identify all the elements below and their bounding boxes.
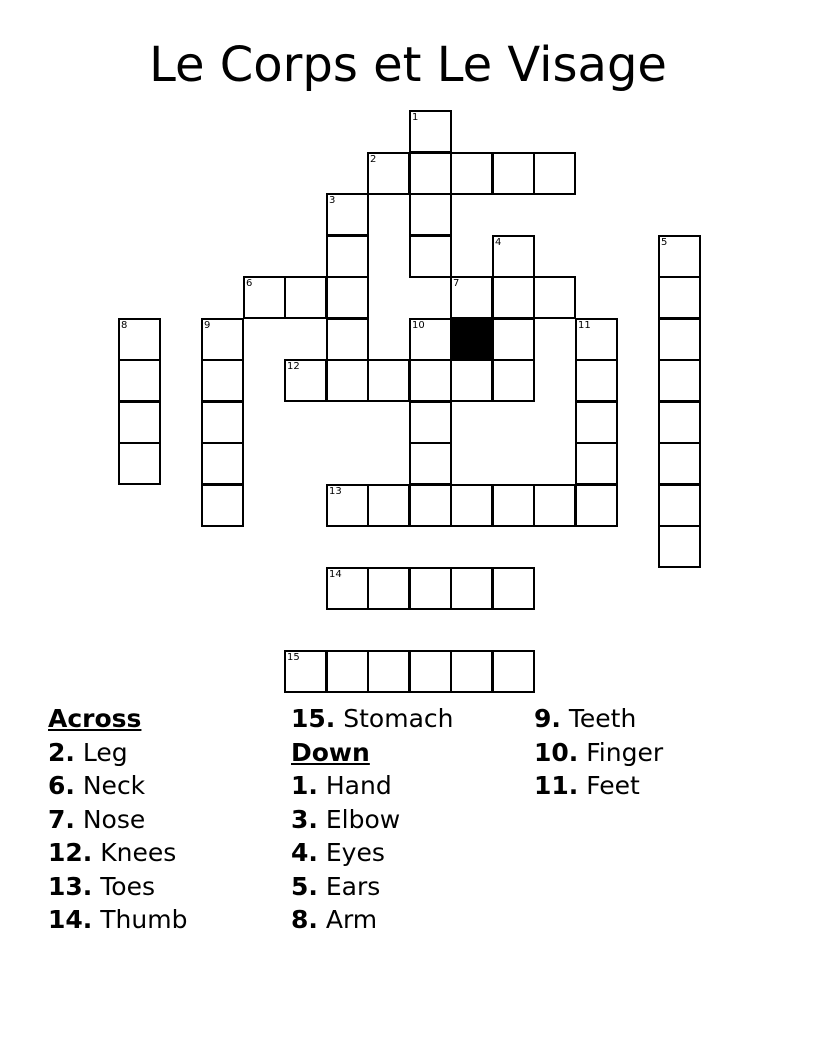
clue-text: Knees	[100, 838, 177, 867]
grid-cell[interactable]	[284, 359, 327, 402]
grid-cell[interactable]	[492, 484, 535, 527]
clue-number-label: 8.	[291, 905, 318, 934]
clue-text: Teeth	[568, 704, 637, 733]
clue-number: 1	[412, 112, 419, 123]
clue-number-label: 9.	[534, 704, 561, 733]
grid-cell[interactable]	[533, 276, 576, 319]
grid-cell[interactable]	[658, 276, 701, 319]
clue-number-label: 5.	[291, 871, 318, 901]
grid-cell[interactable]	[118, 359, 161, 402]
grid-cell[interactable]	[409, 110, 452, 153]
grid-cell[interactable]	[326, 235, 369, 278]
clue-text: Finger	[586, 737, 664, 767]
grid-cell[interactable]	[658, 442, 701, 485]
grid-cell[interactable]	[118, 401, 161, 444]
clue-number-label: 1.	[291, 771, 318, 800]
grid-cell[interactable]	[492, 152, 535, 195]
grid-cell[interactable]	[409, 401, 452, 444]
clue-text: Eyes	[325, 838, 385, 867]
grid-cell[interactable]	[409, 318, 452, 361]
grid-cell[interactable]	[367, 359, 410, 402]
clue-number: 6	[246, 278, 253, 289]
clue-text: Stomach	[343, 704, 454, 733]
grid-cell[interactable]	[575, 359, 618, 402]
down-clue	[291, 870, 531, 904]
grid-cell[interactable]	[575, 484, 618, 527]
across-clue	[291, 702, 531, 736]
across-clue	[48, 903, 288, 937]
grid-cell[interactable]	[575, 401, 618, 444]
grid-cell[interactable]	[409, 442, 452, 485]
clue-number-label: 4.	[291, 838, 318, 867]
clue-number: 15	[287, 652, 300, 663]
grid-cell[interactable]	[201, 401, 244, 444]
grid-cell[interactable]	[367, 484, 410, 527]
clue-number: 10	[412, 320, 425, 331]
clue-text: Toes	[100, 871, 155, 901]
grid-cell[interactable]	[658, 525, 701, 568]
clue-number-label: 7.	[48, 804, 75, 834]
clue-number: 11	[578, 320, 591, 331]
clue-number-label: 13.	[48, 871, 93, 901]
grid-cell[interactable]	[450, 650, 493, 693]
grid-cell[interactable]	[409, 567, 452, 610]
clue-number-label: 11.	[534, 771, 579, 800]
grid-cell[interactable]	[492, 567, 535, 610]
page-title: Le Corps et Le Visage	[149, 37, 667, 93]
clue-number: 7	[453, 278, 460, 289]
clue-text: Ears	[325, 871, 381, 901]
grid-cell[interactable]	[658, 359, 701, 402]
grid-cell[interactable]	[533, 484, 576, 527]
grid-cell[interactable]	[575, 318, 618, 361]
grid-cell[interactable]	[658, 235, 701, 278]
grid-cell[interactable]	[243, 276, 286, 319]
clue-number: 13	[329, 486, 342, 497]
grid-cell[interactable]	[118, 442, 161, 485]
clue-column-2	[291, 702, 531, 937]
grid-cell[interactable]	[450, 484, 493, 527]
grid-cell[interactable]	[450, 359, 493, 402]
clue-number: 9	[204, 320, 211, 331]
down-heading: Down	[291, 737, 370, 767]
grid-cell[interactable]	[533, 152, 576, 195]
across-clue	[48, 870, 288, 904]
grid-cell[interactable]	[409, 235, 452, 278]
grid-cell[interactable]	[118, 318, 161, 361]
grid-cell[interactable]	[284, 276, 327, 319]
grid-cell[interactable]	[326, 276, 369, 319]
across-clue	[48, 803, 288, 837]
down-clue	[291, 769, 531, 803]
grid-cell[interactable]	[201, 359, 244, 402]
grid-cell[interactable]	[492, 359, 535, 402]
grid-cell[interactable]	[326, 650, 369, 693]
down-clue	[534, 769, 774, 803]
clue-number-label: 3.	[291, 804, 318, 834]
across-clue	[48, 836, 288, 870]
down-clue	[291, 903, 531, 937]
clue-text: Leg	[82, 737, 128, 767]
grid-cell[interactable]	[658, 484, 701, 527]
clue-number-label: 6.	[48, 771, 75, 800]
down-clue	[291, 803, 531, 837]
clue-number: 2	[370, 154, 377, 165]
clue-number: 8	[121, 320, 128, 331]
grid-cell[interactable]	[658, 318, 701, 361]
grid-cell-blocked	[450, 318, 493, 361]
grid-cell[interactable]	[326, 359, 369, 402]
clue-text: Nose	[82, 804, 146, 834]
grid-cell[interactable]	[409, 359, 452, 402]
grid-cell[interactable]	[492, 276, 535, 319]
across-clue	[48, 769, 288, 803]
down-clue	[291, 836, 531, 870]
grid-cell[interactable]	[326, 193, 369, 236]
clue-number-label: 15.	[291, 704, 336, 733]
grid-cell[interactable]	[367, 650, 410, 693]
clue-number-label: 14.	[48, 905, 93, 934]
grid-cell[interactable]	[492, 650, 535, 693]
clue-number-label: 12.	[48, 838, 93, 867]
grid-cell[interactable]	[658, 401, 701, 444]
clue-column-3	[534, 702, 774, 803]
clue-text: Hand	[325, 771, 392, 800]
clue-text: Arm	[325, 905, 378, 934]
grid-cell[interactable]	[409, 650, 452, 693]
grid-cell[interactable]	[326, 484, 369, 527]
clue-number: 3	[329, 195, 336, 206]
grid-cell[interactable]	[201, 442, 244, 485]
grid-cell[interactable]	[492, 318, 535, 361]
clue-text: Elbow	[325, 804, 401, 834]
grid-cell[interactable]	[326, 567, 369, 610]
down-clue	[534, 736, 774, 770]
grid-cell[interactable]	[201, 484, 244, 527]
clue-text: Thumb	[100, 905, 188, 934]
clue-text: Neck	[82, 771, 146, 800]
grid-cell[interactable]	[450, 152, 493, 195]
grid-cell[interactable]	[409, 484, 452, 527]
clue-number-label: 2.	[48, 737, 75, 767]
grid-cell[interactable]	[450, 567, 493, 610]
clue-column-1	[48, 702, 288, 937]
down-clue	[534, 702, 774, 736]
grid-cell[interactable]	[201, 318, 244, 361]
clue-number: 12	[287, 361, 300, 372]
grid-cell[interactable]	[575, 442, 618, 485]
grid-cell[interactable]	[367, 567, 410, 610]
grid-cell[interactable]	[284, 650, 327, 693]
grid-cell[interactable]	[326, 318, 369, 361]
across-heading: Across	[48, 704, 142, 733]
grid-cell[interactable]	[492, 235, 535, 278]
grid-cell[interactable]	[367, 152, 410, 195]
across-clue	[48, 736, 288, 770]
grid-cell[interactable]	[409, 193, 452, 236]
clue-number: 5	[661, 237, 668, 248]
clue-number-label: 10.	[534, 737, 579, 767]
clue-text: Feet	[586, 771, 640, 800]
grid-cell[interactable]	[409, 152, 452, 195]
clue-number: 14	[329, 569, 342, 580]
clue-number: 4	[495, 237, 502, 248]
grid-cell[interactable]	[450, 276, 493, 319]
